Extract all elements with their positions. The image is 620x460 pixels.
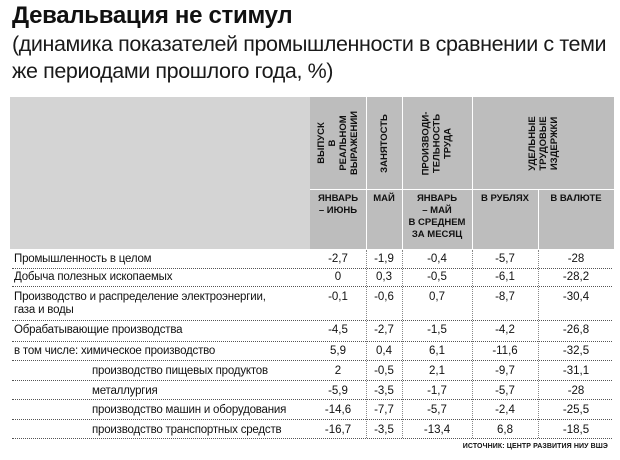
table-cell: -5,9 — [328, 385, 348, 397]
column-separator — [366, 250, 367, 438]
row-label: Обрабатывающие производства — [14, 324, 183, 336]
column-separator — [402, 250, 403, 438]
column-group-header — [402, 103, 472, 183]
row-separator — [12, 360, 612, 361]
chart-title: Девальвация не стимул — [12, 2, 293, 29]
table-cell: -8,7 — [495, 291, 515, 303]
column-separator — [472, 250, 473, 438]
table-cell: 0,4 — [376, 345, 392, 357]
table-cell: -9,7 — [495, 365, 515, 377]
table-cell: -18,5 — [562, 424, 590, 436]
table-cell: -26,8 — [562, 324, 590, 336]
table-cell: -4,5 — [328, 324, 348, 336]
row-separator — [12, 286, 612, 287]
row-label: Производство и распределение электроэнергии, газа и воды — [14, 291, 266, 316]
table-cell: -0,4 — [427, 253, 447, 265]
table-cell: -0,5 — [374, 365, 394, 377]
table-cell: -28 — [567, 385, 585, 397]
table-cell: -2,7 — [374, 324, 394, 336]
table-cell: -3,5 — [374, 385, 394, 397]
row-label: металлургия — [92, 385, 158, 397]
table-cell: -3,5 — [374, 424, 394, 436]
table-cell: -5,7 — [495, 253, 515, 265]
row-separator — [12, 341, 612, 342]
period-subheader: В ВАЛЮТЕ — [550, 193, 602, 204]
row-separator — [12, 438, 612, 439]
period-subheader: ЯНВАРЬ – МАЙ В СРЕДНЕМ ЗА МЕСЯЦ — [408, 193, 466, 240]
table-cell: -5,7 — [427, 404, 447, 416]
table-cell: -28 — [567, 253, 585, 265]
row-separator — [12, 320, 612, 321]
row-label: производство машин и оборудования — [92, 404, 287, 416]
table-cell: -0,6 — [374, 291, 394, 303]
header-divider — [310, 189, 614, 190]
table-cell: 2,1 — [429, 365, 445, 377]
column-group-header — [472, 103, 614, 183]
table-cell: -25,5 — [562, 404, 590, 416]
table-cell: 6,1 — [429, 345, 445, 357]
table-cell: -2,7 — [328, 253, 348, 265]
table-cell: -0,1 — [328, 291, 348, 303]
table-cell: -6,1 — [495, 271, 515, 283]
table-cell: 6,8 — [497, 424, 513, 436]
column-group-label: ЗАНЯТОСТЬ — [378, 113, 390, 173]
table-cell: -5,7 — [495, 385, 515, 397]
table-cell: 2 — [334, 365, 342, 377]
table-cell: -4,2 — [495, 324, 515, 336]
table-cell: -11,6 — [492, 345, 518, 357]
table-cell: 0,3 — [376, 271, 392, 283]
table-cell: -1,5 — [427, 324, 447, 336]
table-cell: -2,4 — [495, 404, 515, 416]
period-subheader: В РУБЛЯХ — [480, 193, 530, 204]
row-separator — [12, 380, 612, 381]
source-note: ИСТОЧНИК: ЦЕНТР РАЗВИТИЯ НИУ ВШЭ — [462, 443, 608, 450]
table-cell: -7,7 — [374, 404, 394, 416]
table-cell: -28,2 — [562, 271, 590, 283]
row-label: производство транспортных средств — [92, 424, 282, 436]
row-separator — [12, 399, 612, 400]
column-group-label: ВЫПУСК В РЕАЛЬНОМ ВЫРАЖЕНИИ — [316, 111, 360, 175]
table-cell: -30,4 — [562, 291, 590, 303]
table-cell: 0 — [334, 271, 342, 283]
row-separator — [12, 419, 612, 420]
row-label: в том числе: химическое производство — [14, 345, 216, 357]
row-label: Промышленность в целом — [14, 253, 152, 265]
table-cell: -31,1 — [562, 365, 590, 377]
table-cell: 0,7 — [429, 291, 445, 303]
column-group-header — [310, 103, 366, 183]
column-group-header — [366, 103, 402, 183]
table-cell: 5,9 — [330, 345, 346, 357]
table-cell: -0,5 — [427, 271, 447, 283]
column-separator — [538, 250, 539, 438]
table-cell: -1,7 — [427, 385, 447, 397]
table-cell: -16,7 — [324, 424, 352, 436]
row-label: Добыча полезных ископаемых — [14, 271, 173, 283]
table-cell: -13,4 — [423, 424, 451, 436]
table-cell: -14,6 — [324, 404, 352, 416]
row-label: производство пищевых продуктов — [92, 365, 268, 377]
row-separator — [12, 268, 612, 269]
column-group-label: УДЕЛЬНЫЕ ТРУДОВЫЕ ИЗДЕРЖКИ — [526, 115, 560, 171]
column-group-label: ПРОИЗВОДИ- ТЕЛЬНОСТЬ ТРУДА — [420, 111, 454, 175]
period-subheader: ЯНВАРЬ – ИЮНЬ — [317, 193, 359, 216]
period-subheader: МАЙ — [373, 193, 395, 204]
table-cell: -32,5 — [562, 345, 590, 357]
chart-subtitle: (динамика показателей промышленности в сравнении с теми же периодами прошлого года, %) — [12, 32, 607, 83]
table-cell: -1,9 — [374, 253, 394, 265]
